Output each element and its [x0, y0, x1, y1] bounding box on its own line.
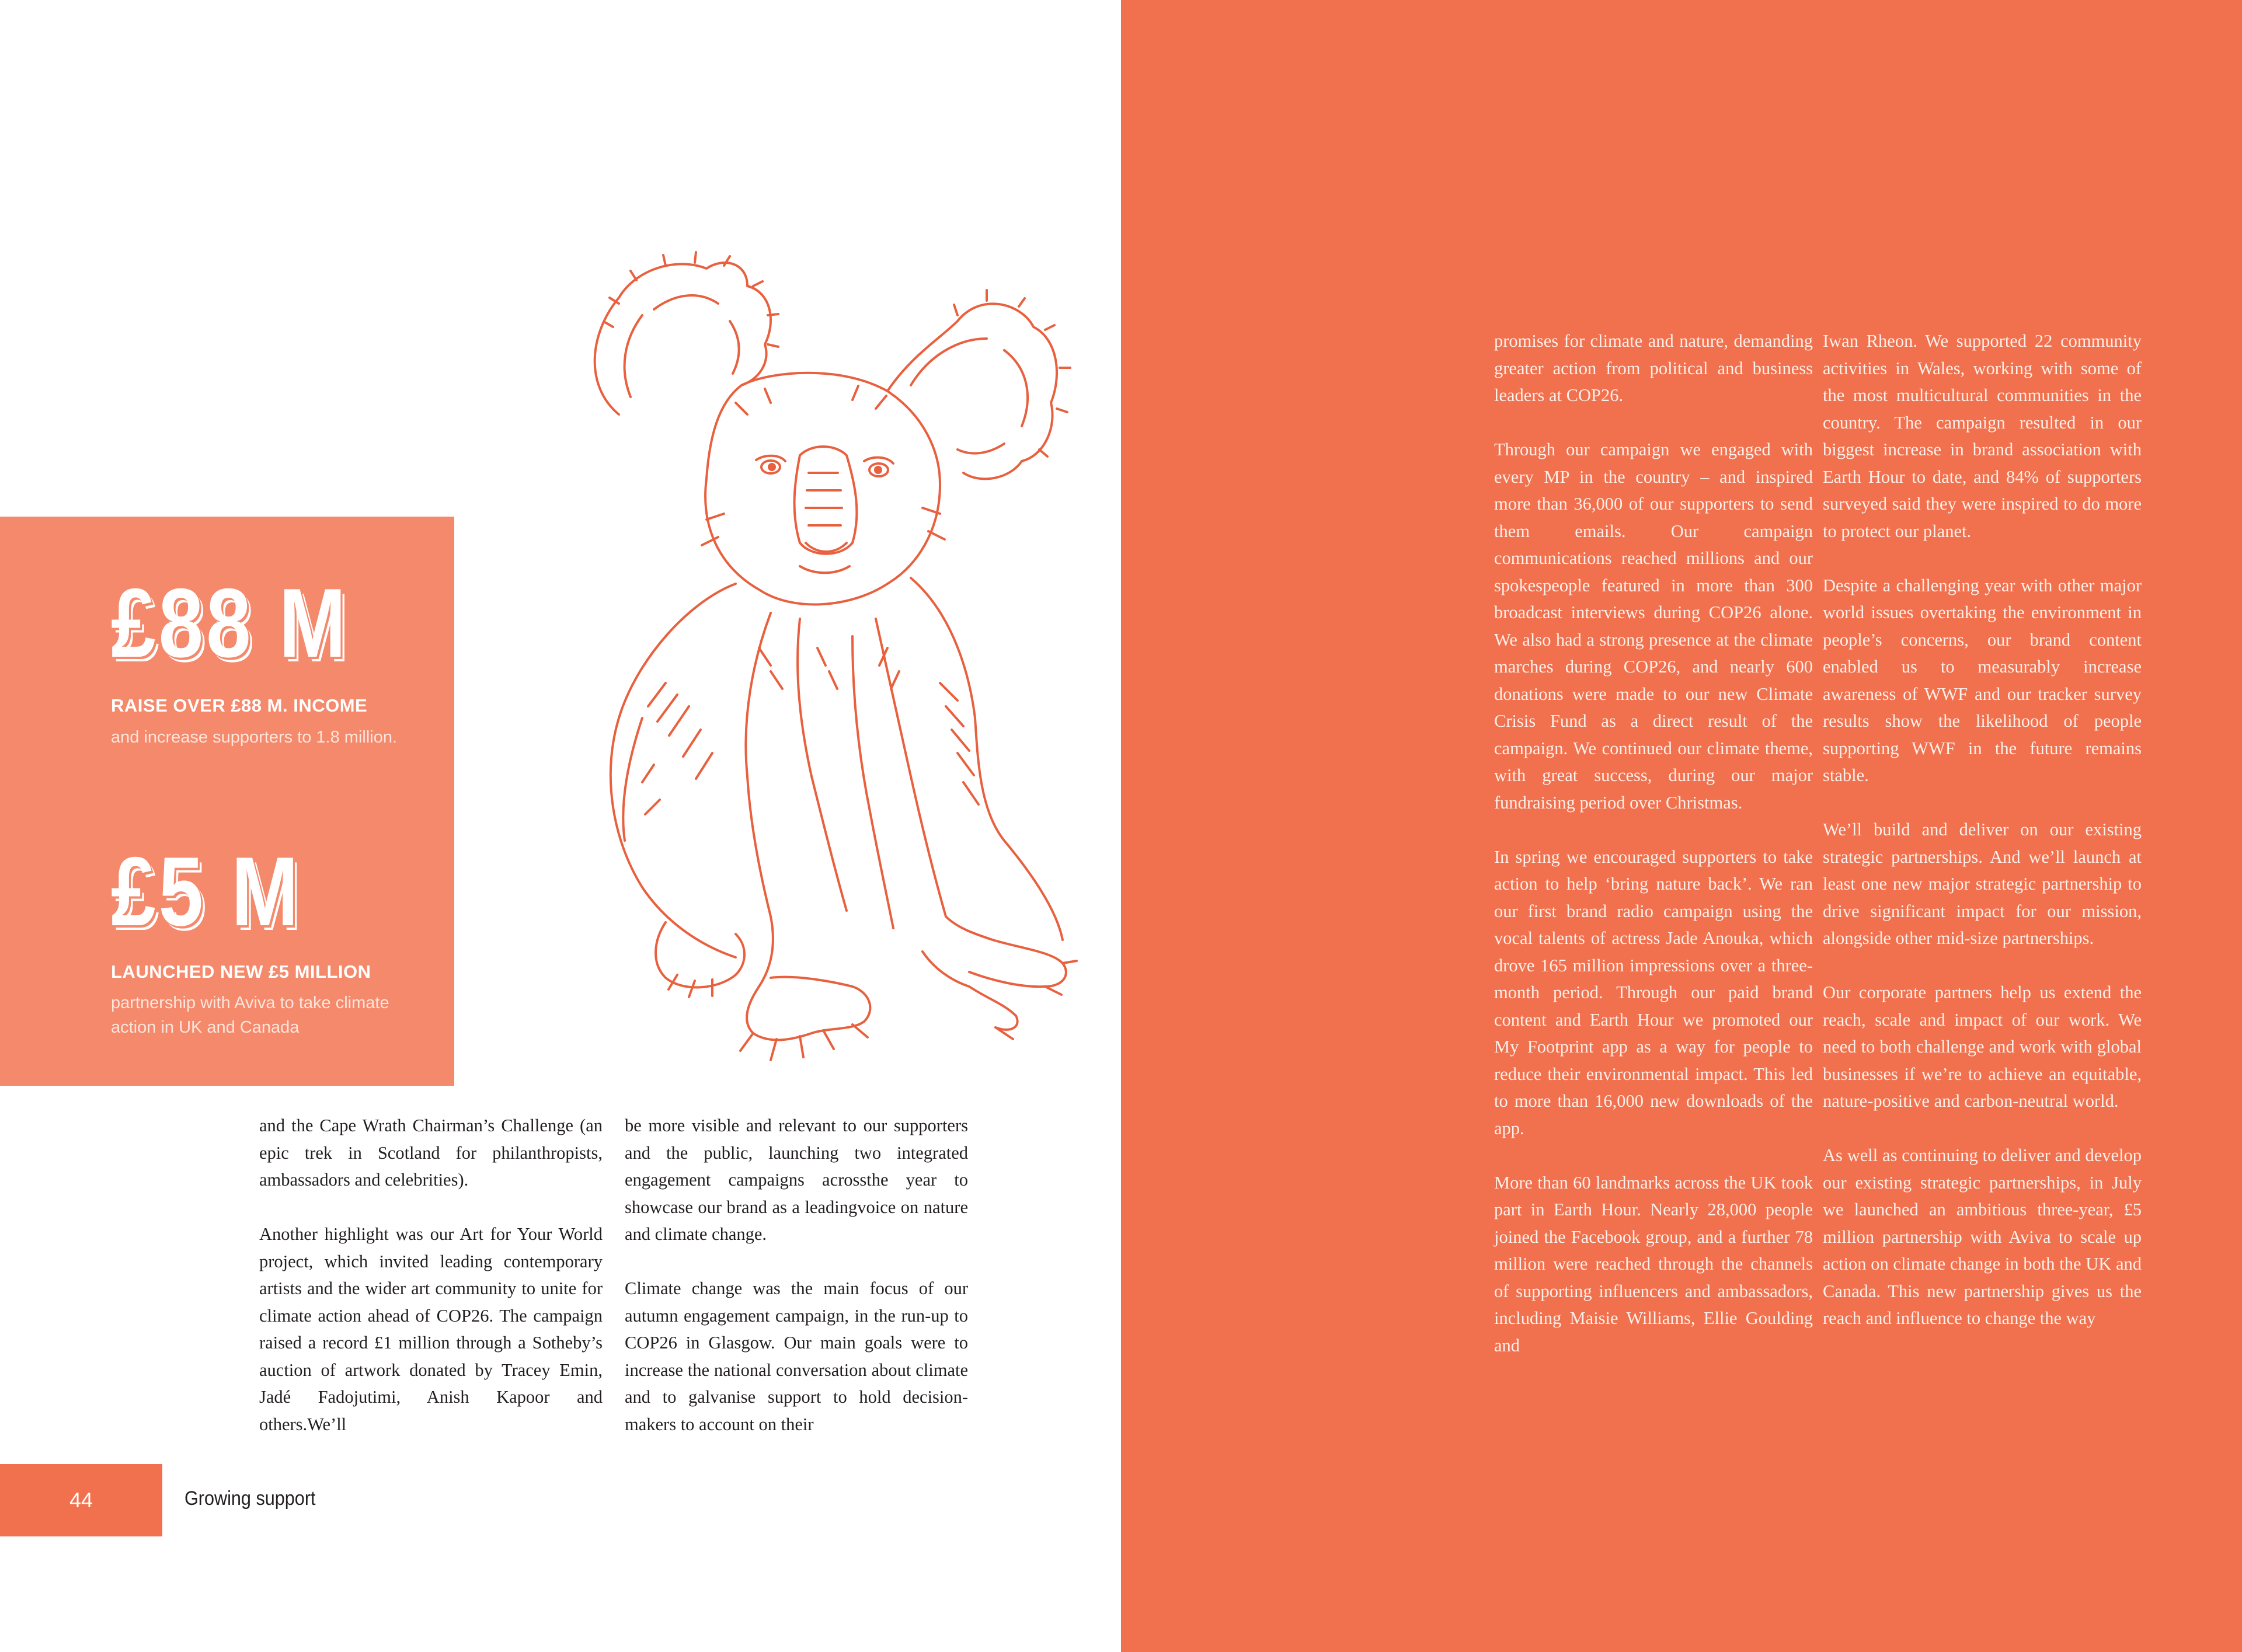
paragraph: Our corporate partners help us extend the reach, scale and impact of our work. We need to both challenge and work with global businesses if we’re to achieve an equitable, nature-positive and carbon-neutral world.: [1823, 982, 2142, 1111]
stats-panel: [0, 517, 454, 1086]
koala-illustration-icon: [444, 239, 1092, 1103]
paragraph: Climate change was the main focus of our autumn engagement campaign, in the run-up to COP26 in Glasgow. Our main goals were to increase the national conversation about climate and to galvanise support to hold decision-makers to account on their: [625, 1278, 968, 1434]
stat-value-income: £88 M: [111, 568, 349, 678]
stat-heading-income: RAISE OVER £88 M. INCOME: [111, 695, 368, 716]
paragraph: Despite a challenging year with other major world issues overtaking the environment in people’s concerns, our brand content enabled us to measurably increase awareness of WWF and our tracker survey results show the likelihood of people supporting WWF in the future remains stable.: [1823, 575, 2142, 785]
paragraph: More than 60 landmarks across the UK took part in Earth Hour. Nearly 28,000 people joined the Facebook group, and a further 78 million were reached through the channels of supporting influencers and ambassadors, including Maisie Williams, Ellie Goulding and: [1494, 1172, 1813, 1355]
left-text-column-1: [259, 1112, 603, 1438]
paragraph: Another highlight was our Art for Your World project, which invited leading contemporary artists and the wider art community to unite for climate action ahead of COP26. The campaign raised a record £1 million through a Sotheby’s auction of artwork donated by Tracey Emin, Jadé Fadojutimi, Anish Kapoor and others.We’ll: [259, 1224, 603, 1434]
stat-value-partnership: £5 M: [111, 837, 301, 946]
paragraph: Through our campaign we engaged with every MP in the country – and inspired more than 36,000 of our supporters to send them emails. Our campaign communications reached millions and our spokespeople featured in more than 300 broadcast interviews during COP26 alone. We also had a strong presence at the climate marches during COP26, and nearly 600 donations were made to our new Climate Crisis Fund as a direct result of the campaign. We continued our climate theme, with great success, during our major fundraising period over Christmas.: [1494, 440, 1813, 813]
left-text-column-2: [625, 1112, 968, 1438]
paragraph: Iwan Rheon. We supported 22 community activities in Wales, working with some of the most multicultural communities in the country. The campaign resulted in our biggest increase in brand association with Earth Hour to date, and 84% of supporters surveyed said they were inspired to do more to protect our planet.: [1823, 331, 2142, 541]
right-page: [1121, 0, 2242, 1652]
paragraph: promises for climate and nature, demanding greater action from political and business leaders at COP26.: [1494, 331, 1813, 405]
paragraph: and the Cape Wrath Chairman’s Challenge (an epic trek in Scotland for philanthropists, ambassadors and celebrities).: [259, 1116, 603, 1190]
page-number: 44: [69, 1488, 93, 1512]
stat-text-income: and increase supporters to 1.8 million.: [111, 728, 398, 747]
paragraph: In spring we encouraged supporters to take action to help ‘bring nature back’. We ran our first brand radio campaign using the vocal talents of actress Jade Anouka, which drove 165 million impressions over a three-month period. Through our paid brand content and Earth Hour we promoted our My Footprint app as a way for people to reduce their environmental impact. This led to more than 16,000 new downloads of the app.: [1494, 846, 1813, 1138]
paragraph: be more visible and relevant to our supporters and the public, launching two integrated engagement campaigns acrossthe year to showcase our brand as a leadingvoice on nature and climate change.: [625, 1116, 968, 1244]
paragraph: As well as continuing to deliver and develop our existing strategic partnerships, in July we launched an ambitious three-year, £5 million partnership with Aviva to scale up action on climate change in both the UK and Canada. This new partnership gives us the reach and influence to change the way: [1823, 1145, 2142, 1328]
right-text-column-2: [1823, 327, 2142, 1332]
right-text-column-1: [1494, 327, 1813, 1359]
stat-text-partnership: partnership with Aviva to take climate action in UK and Canada: [111, 994, 389, 1037]
section-title: Growing support: [184, 1487, 316, 1510]
stat-heading-partnership: LAUNCHED NEW £5 MILLION: [111, 961, 371, 982]
paragraph: We’ll build and deliver on our existing strategic partnerships. And we’ll launch at least one new major strategic partnership to drive significant impact for our mission, alongside other mid-size partnerships.: [1823, 820, 2142, 948]
